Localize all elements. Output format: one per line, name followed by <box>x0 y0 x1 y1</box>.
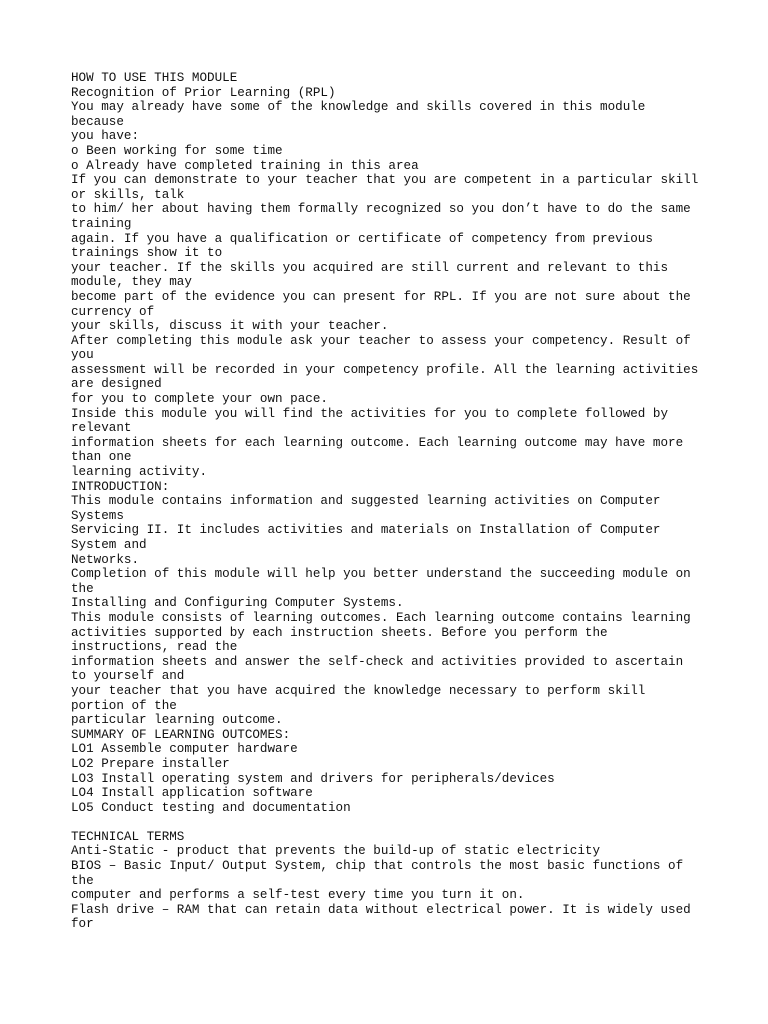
text-line: you <box>71 348 94 363</box>
text-line: your teacher. If the skills you acquired are still current and relevant to this <box>71 260 669 275</box>
bullet-item: o Been working for some time <box>71 143 283 158</box>
document-page <box>71 71 711 932</box>
text-line: are designed <box>71 377 162 392</box>
text-line: After completing this module ask your teacher to assess your competency. Result of <box>71 333 691 348</box>
text-line: your skills, discuss it with your teacher. <box>71 319 389 334</box>
text-line: trainings show it to <box>71 246 223 261</box>
text-line: Servicing II. It includes activities and materials on Installation of Computer <box>71 523 661 538</box>
text-line: become part of the evidence you can present for RPL. If you are not sure about the <box>71 289 691 304</box>
text-line: to yourself and <box>71 669 185 684</box>
text-line: for you to complete your own pace. <box>71 392 328 407</box>
text-line: than one <box>71 450 132 465</box>
outcome-item: LO4 Install application software <box>71 786 313 801</box>
heading-how-to-use: HOW TO USE THIS MODULE <box>71 71 238 85</box>
text-line: instructions, read the <box>71 640 238 655</box>
text-line: This module contains information and suggested learning activities on Computer <box>71 494 661 509</box>
text-line: You may already have some of the knowledge and skills covered in this module <box>71 100 646 115</box>
text-line: System and <box>71 538 147 552</box>
heading-introduction: INTRODUCTION: <box>71 479 170 494</box>
text-line: the <box>71 581 94 596</box>
text-line: again. If you have a qualification or certificate of competency from previous <box>71 231 653 246</box>
term-definition: Flash drive – RAM that can retain data without electrical power. It is widely used <box>71 902 691 917</box>
text-line: to him/ her about having them formally recognized so you don’t have to do the same <box>71 202 691 217</box>
blank-line <box>71 815 711 830</box>
heading-summary-outcomes: SUMMARY OF LEARNING OUTCOMES: <box>71 727 291 742</box>
text-line: you have: <box>71 129 140 144</box>
text-line: because <box>71 114 124 129</box>
text-line: Inside this module you will find the activities for you to complete followed by <box>71 406 669 421</box>
text-line: relevant <box>71 421 132 436</box>
text-line: If you can demonstrate to your teacher that you are competent in a particular skill <box>71 173 699 188</box>
text-line: particular learning outcome. <box>71 713 283 728</box>
term-definition: Anti-Static - product that prevents the build-up of static electricity <box>71 844 601 859</box>
text-line: portion of the <box>71 698 177 713</box>
text-line: computer and performs a self-test every time you turn it on. <box>71 888 525 903</box>
outcome-item: LO1 Assemble computer hardware <box>71 742 298 757</box>
text-line: module, they may <box>71 275 192 290</box>
text-line: your teacher that you have acquired the knowledge necessary to perform skill <box>71 683 646 698</box>
outcome-item: LO3 Install operating system and drivers for peripherals/devices <box>71 771 555 786</box>
subheading-rpl: Recognition of Prior Learning (RPL) <box>71 85 336 100</box>
term-definition: BIOS – Basic Input/ Output System, chip that controls the most basic functions of <box>71 859 684 874</box>
outcome-item: LO2 Prepare installer <box>71 756 230 771</box>
text-line: Installing and Configuring Computer Systems. <box>71 596 404 611</box>
text-line: or skills, talk <box>71 187 185 202</box>
text-line: This module consists of learning outcomes. Each learning outcome contains learning <box>71 610 691 625</box>
text-line: information sheets for each learning outcome. Each learning outcome may have more <box>71 435 684 450</box>
text-line: currency of <box>71 304 155 319</box>
text-line: training <box>71 216 132 231</box>
heading-technical-terms: TECHNICAL TERMS <box>71 829 185 844</box>
text-line: Networks. <box>71 552 140 567</box>
text-line: information sheets and answer the self-check and activities provided to ascertain <box>71 654 684 669</box>
text-line: the <box>71 873 94 888</box>
text-line: assessment will be recorded in your competency profile. All the learning activities <box>71 362 699 377</box>
bullet-item: o Already have completed training in this area <box>71 158 419 173</box>
text-line: Systems <box>71 508 124 523</box>
text-line: learning activity. <box>71 465 208 480</box>
outcome-item: LO5 Conduct testing and documentation <box>71 800 351 815</box>
text-line: activities supported by each instruction sheets. Before you perform the <box>71 625 608 640</box>
text-line: for <box>71 917 94 932</box>
text-line: Completion of this module will help you better understand the succeeding module on <box>71 567 691 582</box>
